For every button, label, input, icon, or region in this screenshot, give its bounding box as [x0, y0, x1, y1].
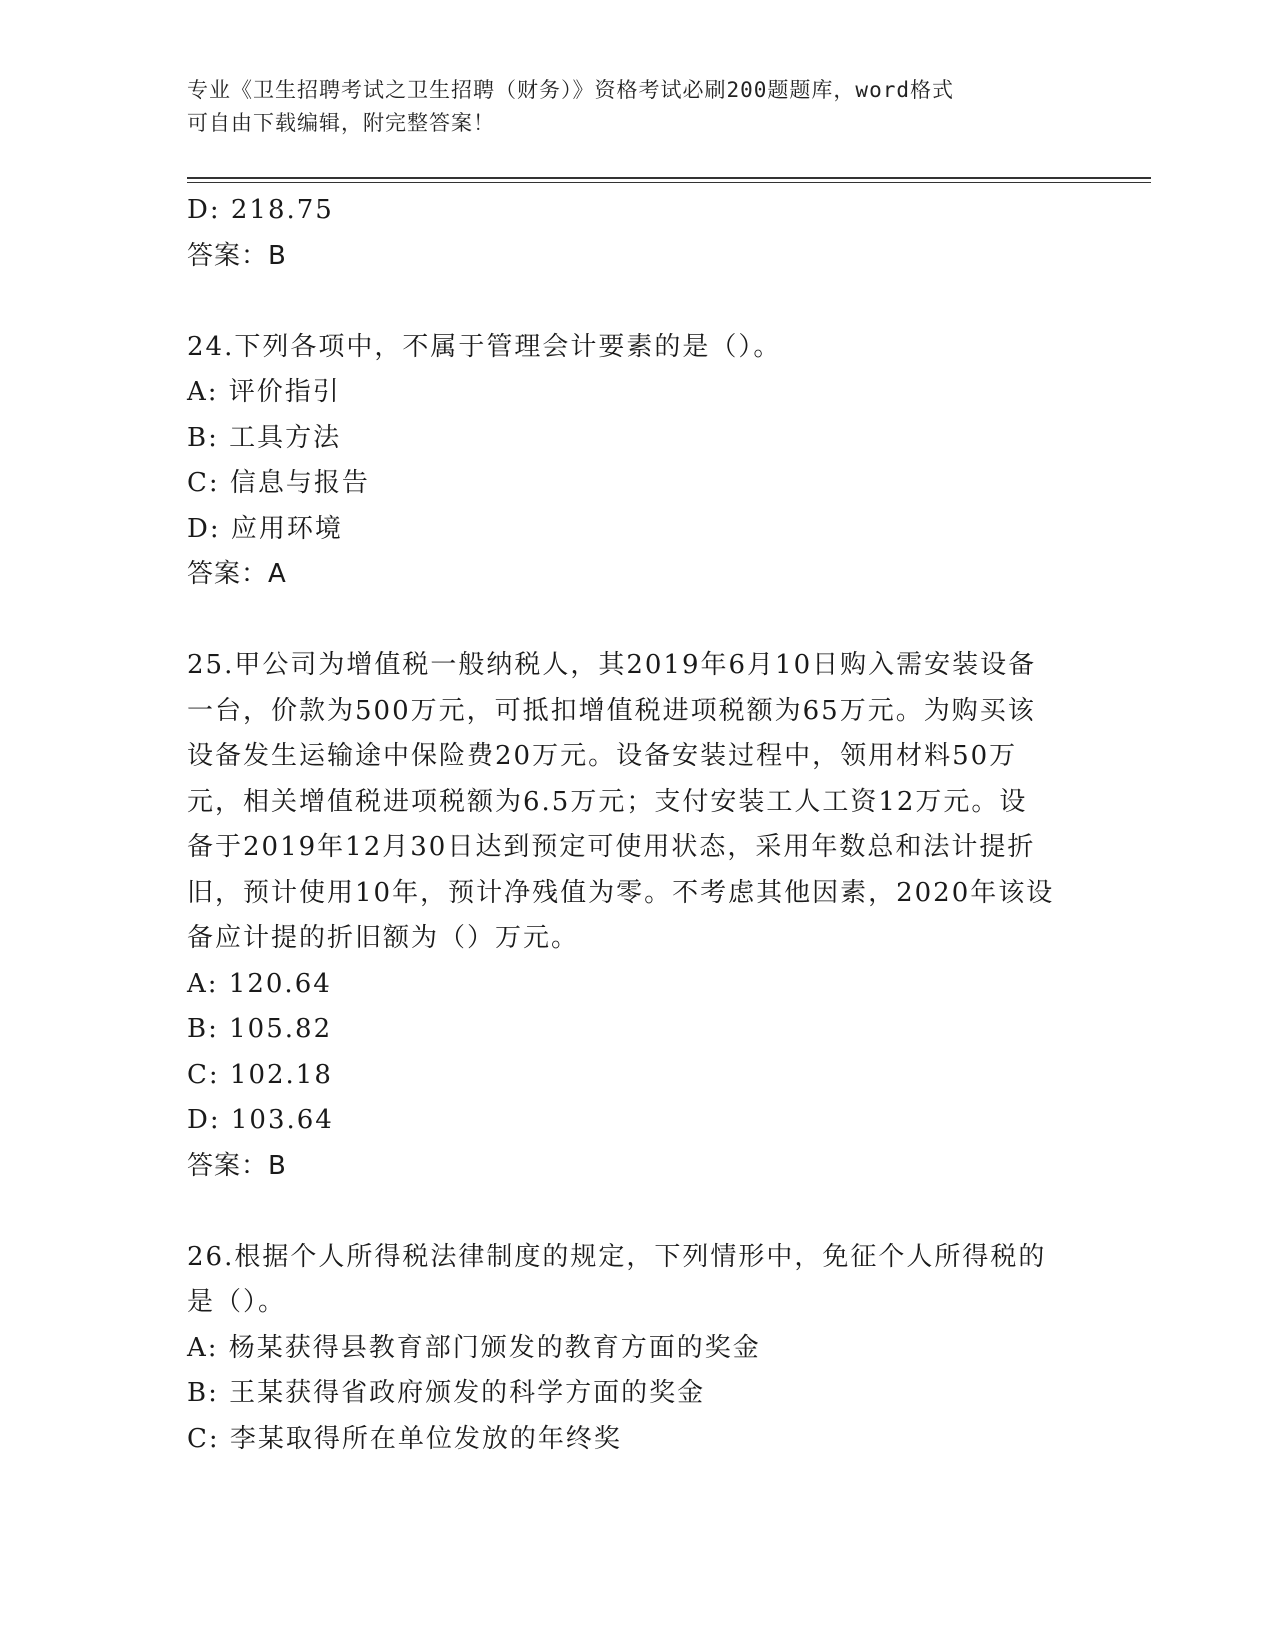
question-stem-line: 25.甲公司为增值税一般纳税人，其2019年6月10日购入需安装设备: [187, 650, 1037, 680]
option-a: A: 评价指引: [187, 377, 341, 407]
question-stem: 24.下列各项中，不属于管理会计要素的是（）。: [187, 331, 782, 362]
header-divider-thick: [187, 177, 1151, 179]
question-26: [187, 1235, 1087, 1463]
question-stem-line: 备于2019年12月30日达到预定可使用状态，采用年数总和法计提折: [187, 832, 1036, 862]
question-24: [187, 325, 1087, 598]
document-header: [187, 74, 1067, 140]
question-stem-line: 是（）。: [187, 1287, 287, 1317]
answer-line: 答案：B: [187, 1150, 287, 1181]
question-stem-line: 旧，预计使用10年，预计净残值为零。不考虑其他因素，2020年该设: [187, 877, 1055, 908]
option-d: D: 103.64: [187, 1105, 334, 1135]
option-a: A: 杨某获得县教育部门颁发的教育方面的奖金: [187, 1332, 761, 1363]
answer-line: 答案：A: [187, 559, 287, 589]
previous-question-tail: [187, 188, 1087, 279]
question-stem-line: 备应计提的折旧额为（）万元。: [187, 923, 580, 953]
question-stem-line: 一台，价款为500万元，可抵扣增值税进项税额为65万元。为购买该: [187, 695, 1036, 726]
answer-line: 答案：B: [187, 240, 287, 271]
question-25: [187, 643, 1087, 1189]
spacer: [187, 598, 1087, 644]
option-b: B: 王某获得省政府颁发的科学方面的奖金: [187, 1378, 706, 1408]
option-b: B: 105.82: [187, 1014, 333, 1044]
header-line-2: 可自由下载编辑，附完整答案！: [187, 111, 495, 135]
option-c: C: 李某取得所在单位发放的年终奖: [187, 1423, 622, 1454]
header-line-1: 专业《卫生招聘考试之卫生招聘（财务）》资格考试必刷200题题库，word格式: [187, 78, 954, 102]
header-divider-thin: [187, 182, 1151, 183]
question-stem-line: 26.根据个人所得税法律制度的规定，下列情形中，免征个人所得税的: [187, 1241, 1047, 1272]
spacer: [187, 1189, 1087, 1235]
question-stem-line: 元，相关增值税进项税额为6.5万元；支付安装工人工资12万元。设: [187, 786, 1028, 817]
question-stem-line: 设备发生运输途中保险费20万元。设备安装过程中，领用材料50万: [187, 741, 1018, 771]
option-a: A: 120.64: [187, 968, 332, 999]
option-d: D: 应用环境: [187, 513, 343, 544]
option-b: B: 工具方法: [187, 422, 342, 453]
spacer: [187, 279, 1087, 325]
question-content: [187, 188, 1087, 1462]
option-d: D: 218.75: [187, 195, 334, 225]
option-c: C: 信息与报告: [187, 468, 370, 498]
option-c: C: 102.18: [187, 1059, 333, 1090]
